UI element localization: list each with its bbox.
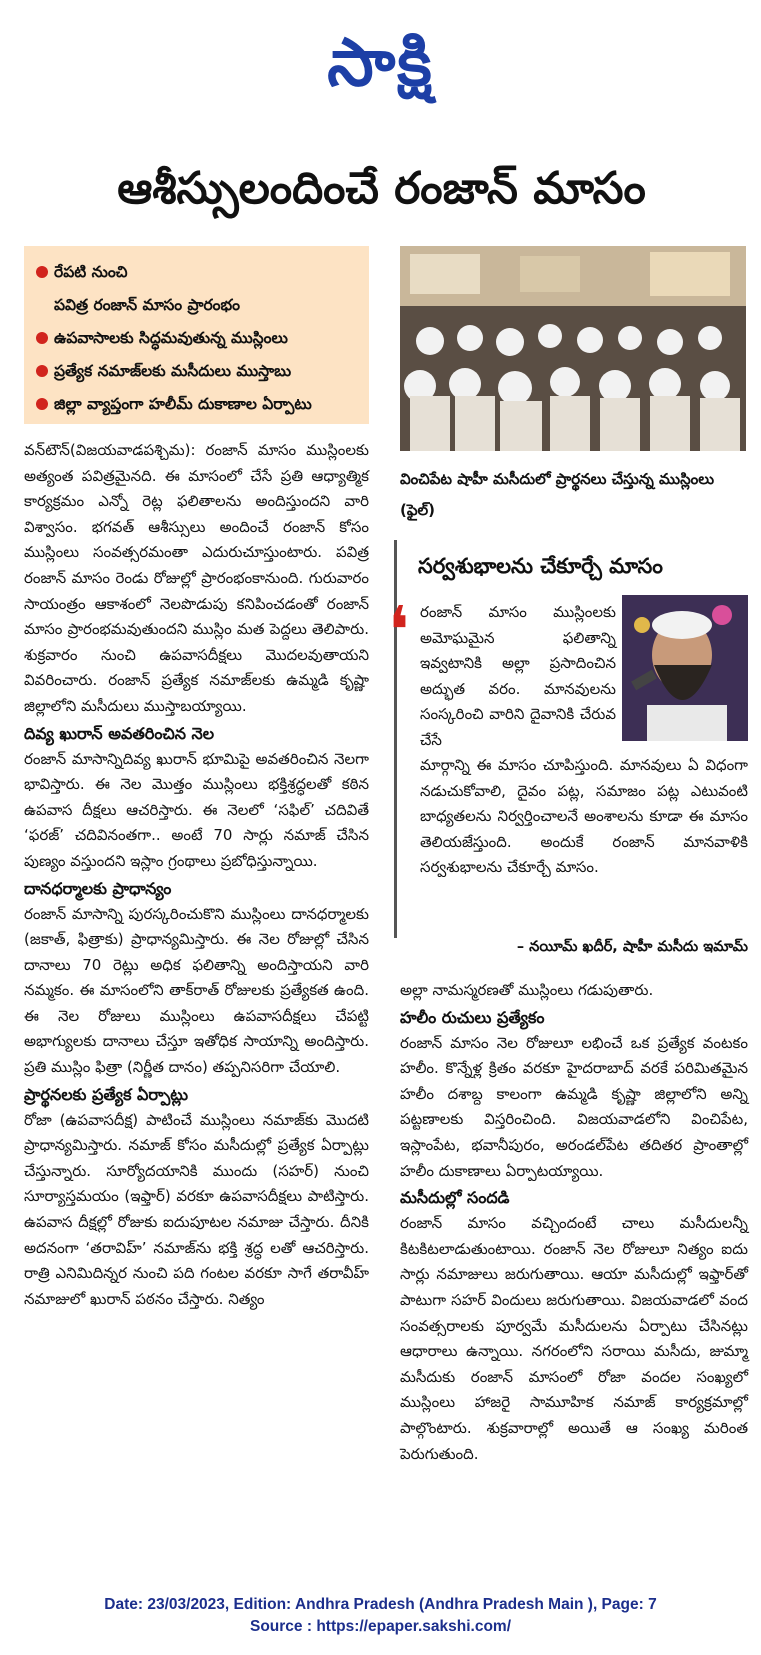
paragraph: రంజాన్ మాసాన్ని పురస్కరించుకొని ముస్లింలు దానధర్మాలకు (జకాత్, ఫిత్రాకు) ప్రాధాన్యమిస్తారు. ఈ నెల రోజుల్లో చేసిన దానాలు 70 రెట్లు అధిక ఫలితాన్ని అందిస్తాయని వారి నమ్మకం. ఈ మాసంలోని తాక్‌రాత్ రోజులకు ప్రత్యేకత ఉంది. ఈ నెల రోజులు ముస్లింలు ఉపవాసదీక్షలు చేపట్టి అభాగ్యులకు దానాలు చేస్తూ ఇతోధిక సాయాన్ని అందిస్తారు. ప్రతి ముస్లిం ఫిత్రా (నిర్ణీత దానం) తప్పనిసరిగా చేయాలి. (24, 904, 369, 1077)
highlight-text: ప్రత్యేక నమాజ్‌లకు మసీదులు ముస్తాబు (54, 362, 292, 380)
mosque-prayer-photo (400, 246, 746, 451)
quote-mark-icon: ❛ (388, 592, 410, 669)
subheading: ప్రార్థనలకు ప్రత్యేక ఏర్పాట్లు (24, 1084, 189, 1104)
highlight-item (36, 388, 359, 421)
subheading: మసీదుల్లో సందడి (400, 1188, 510, 1208)
paragraph: రంజాన్ మాసం నెల రోజులూ లభించే ఒక ప్రత్యేక వంటకం హలీం. కొన్నేళ్ల క్రితం వరకూ హైదరాబాద్ వరకే పరిమితమైన హలీం దశాబ్ద కాలంగా ఉమ్మడి కృష్ణా జిల్లాలోని అన్ని పట్టణాలకు విస్తరించింది. విజయవాడలోని వించిపేట, ఇస్లాంపేట, భవానీపురం, అరండల్‌పేట తదితర ప్రాంతాల్లో హలీం దుకాణాలు ఏర్పాటయ్యాయి. (400, 1033, 748, 1180)
bullet-icon (36, 266, 48, 278)
paragraph: అల్లా నామస్మరణతో ముస్లింలు గడుపుతారు. (400, 981, 654, 999)
box-signature: – నయీమ్ ఖదీర్, షాహీ మసీదు ఇమామ్ (516, 939, 748, 955)
newspaper-logo: సాక్షి (327, 24, 434, 101)
footer-date-line: Date: 23/03/2023, Edition: Andhra Pradesh (Andhra Pradesh Main ), Page: 7 (104, 1596, 657, 1613)
bullet-icon (36, 332, 48, 344)
bullet-icon (36, 365, 48, 377)
box-text: రంజాన్ మాసం ముస్లింలకు అమోఘమైన ఫలితాన్ని ఇవ్వటానికి అల్లా ప్రసాదించిన అద్భుత వరం. మానవులను సంస్కరించి వారిని దైవానికి చేరువ చేసే (420, 603, 616, 749)
bullet-icon (36, 398, 48, 410)
paragraph: రంజాన్ మాసం వచ్చిందంటే చాలు మసీదులన్నీ కిటకిటలాడుతుంటాయి. రంజాన్ నెల రోజులూ నిత్యం ఐదు సార్లు నమాజులు జరుగుతాయి. ఆయా మసీదుల్లో ఇఫ్తార్‌తో పాటుగా సహర్ విందులు జరుగుతాయి. విజయవాడలో వంద సంవత్సరాలకు పూర్వమే మసీదులను ఏర్పాటు చేసినట్లు ఆధారాలు ఉన్నాయి. నగరంలోని సరాయి మసీదు, జుమ్మా మసీదుకు రంజాన్ మాసంలో రోజా వందల సంఖ్యలో ముస్లింలు హాజరై సామూహిక నమాజ్ కార్యక్రమాల్లో పాల్గొంటారు. శుక్రవారాల్లో అయితే ఆ సంఖ్య మరింత పెరుగుతుంది. (400, 1214, 748, 1463)
highlights-box (24, 246, 369, 424)
headline: ఆశీస్సులందించే రంజాన్ మాసం (117, 163, 646, 214)
subheading: దానధర్మాలకు ప్రాధాన్యం (24, 878, 172, 898)
highlight-item (36, 322, 359, 355)
left-column (24, 438, 369, 1312)
subheading: హలీం రుచులు ప్రత్యేకం (400, 1007, 545, 1027)
intro-paragraph: వన్‌టౌన్(విజయవాడపశ్చిమ): రంజాన్ మాసం ముస్లింలకు అత్యంత పవిత్రమైనది. ఈ మాసంలో చేసే ప్రతి ఆధ్యాత్మిక కార్యక్రమం ఎన్నో రెట్ల ఫలితాలను అందిస్తుందని వారి విశ్వాసం. భగవత్ ఆశీస్సులు అందించే రంజాన్ కోసం ముస్లింలు సంవత్సరమంతా ఎదురుచూస్తుంటారు. పవిత్ర రంజాన్ మాసం రెండు రోజుల్లో ప్రారంభంకానుంది. గురువారం సాయంత్రం ఆకాశంలో నెలపొడుపు కనిపించడంతో రంజాన్ మాసం ప్రారంభమవుతుందని ముస్లిం మత పెద్దలు తెలిపారు. శుక్రవారం నుంచి ఉపవాసదీక్షలు మొదలవుతాయని వివరించారు. రంజాన్ ప్రత్యేక నమాజ్‌లకు ఉమ్మడి కృష్ణా జిల్లాలోని మసీదులు ముస్తాబయ్యాయి. (24, 441, 369, 715)
photo-caption: వించిపేట షాహీ మసీదులో ప్రార్థనలు చేస్తున్న ముస్లింలు (ఫైల్) (400, 470, 715, 519)
imam-photo (622, 595, 748, 741)
paragraph: రోజా (ఉపవాసదీక్ష) పాటించే ముస్లింలు నమాజ్‌కు మొదటి ప్రాధాన్యమిస్తారు. నమాజ్ కోసం మసీదుల్లో ప్రత్యేక ఏర్పాట్లు చేస్తున్నారు. సూర్యోదయానికి ముందు (సహర్) నుంచి సూర్యాస్తమయం (ఇఫ్తార్) వరకూ ఉపవాసదీక్షలు పాటిస్తారు. ఉపవాస దీక్షల్లో రోజుకు ఐదుపూటల నమాజు చేస్తారు. దీనికి అదనంగా ‘తరావిహ్’ నమాజ్‌ను భక్తి శ్రద్ధ లతో ఆచరిస్తారు. రాత్రి ఎనిమిదిన్నర నుంచి పది గంటల వరకూ సాగే తరావీహ్ నమాజులో ఖురాన్ పఠనం చేస్తారు. నిత్యం (24, 1110, 369, 1308)
footer (0, 1594, 761, 1638)
paragraph: రంజాన్ మాసాన్నిదివ్య ఖురాన్ భూమిపై అవతరించిన నెలగా భావిస్తారు. ఈ నెల మొత్తం ముస్లింలు భక్తిశ్రద్ధలతో కఠిన ఉపవాస దీక్షలు ఆచరిస్తారు. ఈ నెలలో ‘సఫిల్’ చదివితే ‘ఫరజ్’ చదివినంతగా.. అంటే 70 సార్లు నమాజ్ చేసిన పుణ్యం వస్తుందని ఇస్లాం గ్రంథాలు ప్రబోధిస్తున్నాయి. (24, 749, 369, 870)
imam-portrait-illustration (622, 595, 748, 741)
highlight-text: ఉపవాసాలకు సిద్ధమవుతున్న ముస్లింలు (54, 329, 288, 347)
prayer-crowd-illustration (400, 246, 746, 451)
subheading: దివ్య ఖురాన్ అవతరించిన నెల (24, 723, 215, 743)
highlight-text: రేపటి నుంచి (54, 263, 128, 281)
box-title: సర్వశుభాలను చేకూర్చే మాసం (418, 553, 663, 578)
box-text: మార్గాన్ని ఈ మాసం చూపిస్తుంది. మానవులు ఏ విధంగా నడుచుకోవాలి, దైవం పట్ల, సమాజం పట్ల ఎటువంటి బాధ్యతలను నిర్వర్తించాలనే అంశాలను కూడా ఈ మాసం తెలియజేస్తుంది. అందుకే రంజాన్ మానవాళికి సర్వశుభాలను చేకూర్చే మాసం. (420, 756, 748, 877)
highlight-text: జిల్లా వ్యాప్తంగా హలీమ్ దుకాణాల ఏర్పాటు (54, 395, 312, 413)
highlight-item (36, 355, 359, 388)
footer-source-line: Source : https://epaper.sakshi.com/ (250, 1618, 511, 1635)
highlight-text: పవిత్ర రంజాన్ మాసం ప్రారంభం (54, 296, 241, 314)
highlight-item (36, 256, 359, 289)
right-column (400, 978, 748, 1467)
